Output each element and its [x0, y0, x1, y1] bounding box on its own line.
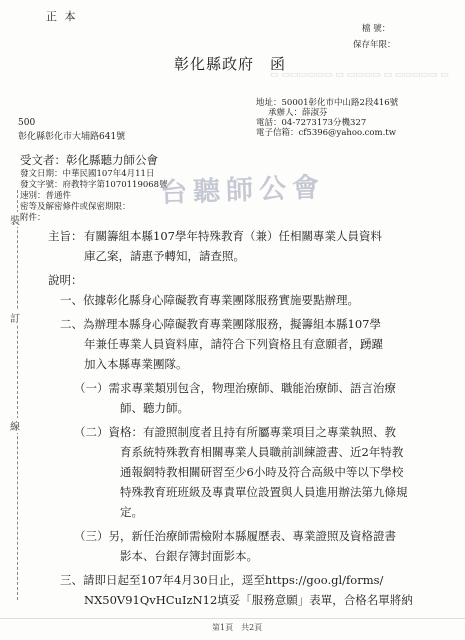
sub-item-2-line-3: 通報網特教相關研習至少6小時及符合高級中等以下學校: [120, 465, 404, 479]
sub-item-2-line-2: 育系統特殊教育相關專業人員職前訓練證書、近2年特教: [120, 445, 404, 459]
contact-email: 電子信箱：cf5396@yahoo.com.tw: [256, 128, 397, 138]
subject-line-2: 庫乙案，請惠予轉知，請查照。: [84, 249, 245, 263]
binding-mark-order: 訂: [10, 310, 20, 325]
bleed-through-text: ▭ ▭▭▭▭▭▭ ▭ ▭▭▭▭ ▭ ▭▭▭▭▭ ▭: [270, 70, 449, 80]
document-number: 發文字號：府教特字第1070119068號: [20, 180, 168, 190]
copy-mark: 正 本: [46, 10, 78, 23]
recipient-address: 彰化縣彰化市大埔路641號: [18, 132, 126, 142]
speed-class: 速別：普通件: [20, 191, 72, 201]
subject-label: 主旨：: [48, 229, 83, 243]
sub-item-1-line-1: （一）需求專業類別包含，物理治療師、職能治療師、語言治療: [74, 381, 396, 395]
sub-item-2-line-5: 定。: [120, 505, 143, 519]
explanation-item-3-line-1: 三、請即日起至107年4月30日止，逕至https://goo.gl/forms/: [60, 573, 384, 587]
explanation-item-1: 一、依據彰化縣身心障礙教育專業團隊服務實施要點辦理。: [60, 293, 359, 307]
secrecy-level: 密等及解密條件或保密期限：: [20, 202, 131, 212]
contact-phone: 電話：04-7273173分機327: [256, 118, 367, 128]
recipient-postal-code: 500: [18, 118, 36, 128]
file-number-label: 檔 號：: [362, 24, 391, 34]
document-title: 彰化縣政府 函: [174, 55, 287, 73]
footer-divider: [0, 618, 465, 619]
explanation-item-3-line-2: NX50V91QvHCuIzN12填妥「服務意願」表單，合格名單將納: [84, 593, 413, 607]
sub-item-2-line-1: （二）資格：有證照制度者且持有所屬專業項目之專業執照、教: [74, 425, 396, 439]
page-number: 第1頁 共2頁: [212, 623, 263, 632]
contact-handler: 承辦人：薛淑芬: [268, 108, 328, 118]
explanation-item-2-line-2: 年兼任專業人員資料庫，請符合下列資格且有意願者，踴躍: [84, 337, 383, 351]
binding-line: [17, 190, 18, 600]
sub-item-1-line-2: 師、聽力師。: [120, 401, 189, 415]
binding-mark-line: 線: [10, 418, 20, 433]
recipient: 受文者：彰化縣聽力師公會: [20, 153, 158, 167]
subject-line-1: 有關籌組本縣107學年特殊教育（兼）任相關專業人員資料: [84, 229, 382, 243]
explanation-item-2-line-3: 加入本縣專業團隊。: [84, 357, 188, 371]
explanation-item-2-line-1: 二、為辦理本縣身心障礙教育專業團隊服務，擬籌組本縣107學: [60, 317, 381, 331]
received-stamp: 台聽師公會: [159, 172, 326, 209]
sub-item-3-line-2: 影本、台銀存簿封面影本。: [120, 549, 258, 563]
contact-address: 地址：50001彰化市中山路2段416號: [256, 98, 399, 108]
sub-item-2-line-4: 特殊教育班班級及專責單位設置與人員進用辦法第九條規: [120, 485, 408, 499]
explanation-label: 說明：: [48, 273, 83, 287]
attachment: 附件：: [20, 213, 46, 223]
sub-item-3-line-1: （三）另，新任治療師需檢附本縣履歷表、專業證照及資格證書: [74, 529, 396, 543]
issue-date: 發文日期：中華民國107年4月11日: [20, 169, 155, 179]
retention-period-label: 保存年限：: [353, 40, 396, 50]
binding-mark-install: 裝: [10, 212, 20, 227]
